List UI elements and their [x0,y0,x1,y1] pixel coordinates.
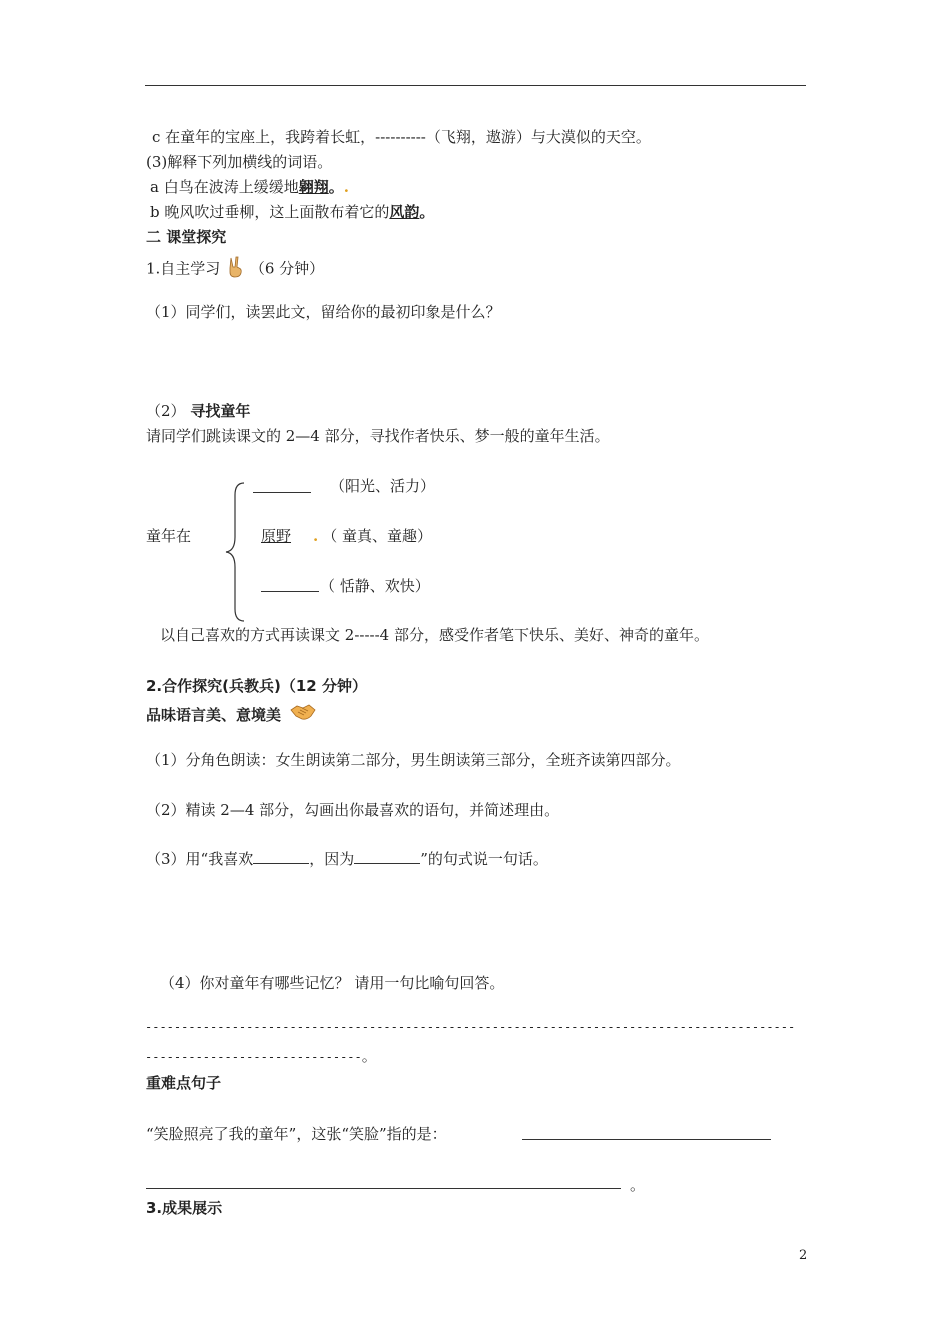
dot-mark: . [343,178,349,196]
question-3: (3)解释下列加横线的词语。 [146,153,333,171]
key-answer-end: 。 [630,1176,646,1194]
question-1: （1）同学们，读罢此文，留给你的最初印象是什么？ [146,303,501,321]
curly-brace-icon [224,481,248,623]
answer-dash-line-2[interactable] [145,1046,377,1067]
handshake-icon [290,702,316,727]
exercise-b [150,202,434,222]
exercise-a-end: 。 [328,178,344,196]
item-3-title: 3.成果展示 [146,1199,223,1217]
question-2-instruction: 请同学们跳读课文的 2—4 部分，寻找作者快乐、梦一般的童年生活。 [146,427,610,445]
key-answer-blank-2[interactable] [146,1188,621,1189]
item-1-time: （6 分钟） [249,259,325,278]
section-title: 二 课堂探究 [146,228,227,246]
branch-2-note: （ 童真、童趣） [322,527,433,545]
prompt-3-blank-1[interactable] [253,849,309,864]
branch-1-blank [253,492,311,493]
question-2-title: 寻找童年 [190,402,251,420]
reread-instruction: 以自己喜欢的方式再读课文 2-----4 部分，感受作者笔下快乐、美好、神奇的童年。 [160,626,709,644]
branch-3-note: （ 恬静、欢快） [320,577,430,595]
item-2-title: 2.合作探究(兵教兵)（12 分钟） [146,677,367,695]
item-1 [146,256,324,283]
item-1-label: 1.自主学习 [146,259,221,278]
branch-3-blank [261,591,319,592]
prompt-3-b: ，因为 [309,850,355,868]
branch-2-word: 原野 [261,527,292,545]
prompt-4: （4）你对童年有哪些记忆？ 请用一句比喻句回答。 [160,974,505,992]
exercise-b-end: 。 [419,203,435,221]
dot-mark: . [313,527,319,545]
branch-2 [255,526,432,546]
answer-dash-line-1[interactable]: ------------------------------------------------------------------------------------------ [145,1020,796,1034]
prompt-3-a: （3）用“我喜欢 [146,850,254,868]
page-number: 2 [799,1248,808,1263]
answer-dash-end: 。 [361,1047,377,1065]
brace-label: 童年在 [146,527,192,545]
question-2-num: （2） [146,402,186,420]
exercise-b-text: b 晚风吹过垂柳，这上面散布着它的 [150,203,390,221]
prompt-3 [146,849,548,869]
exercise-a [150,177,349,197]
question-2 [146,401,250,421]
exercise-a-text: a 白鸟在波涛上缓缓地 [150,178,299,196]
exercise-b-word: 风韵 [389,203,420,221]
key-sentence-title: 重难点句子 [146,1074,222,1092]
branch-1-note: （阳光、活力） [330,477,436,495]
answer-dash-line-2-text: ------------------------------ [145,1050,362,1064]
key-answer-blank-1[interactable] [522,1139,771,1140]
key-sentence-question: “笑脸照亮了我的童年”，这张“笑脸”指的是： [146,1125,447,1143]
prompt-1: （1）分角色朗读：女生朗读第二部分，男生朗读第三部分，全班齐读第四部分。 [146,751,681,769]
item-2-sub [146,702,316,727]
prompt-2: （2）精读 2—4 部分，勾画出你最喜欢的语句，并简述理由。 [146,801,560,819]
prompt-3-blank-2[interactable] [354,849,420,864]
prompt-3-c: ”的句式说一句话。 [420,850,548,868]
victory-hand-icon [225,256,245,283]
exercise-c: c 在童年的宝座上，我跨着长虹，----------（飞翔，遨游）与大漠似的天空。 [152,128,651,146]
header-rule [145,85,806,86]
item-2-subtitle: 品味语言美、意境美 [146,706,282,724]
exercise-a-word: 翱翔 [298,178,329,196]
